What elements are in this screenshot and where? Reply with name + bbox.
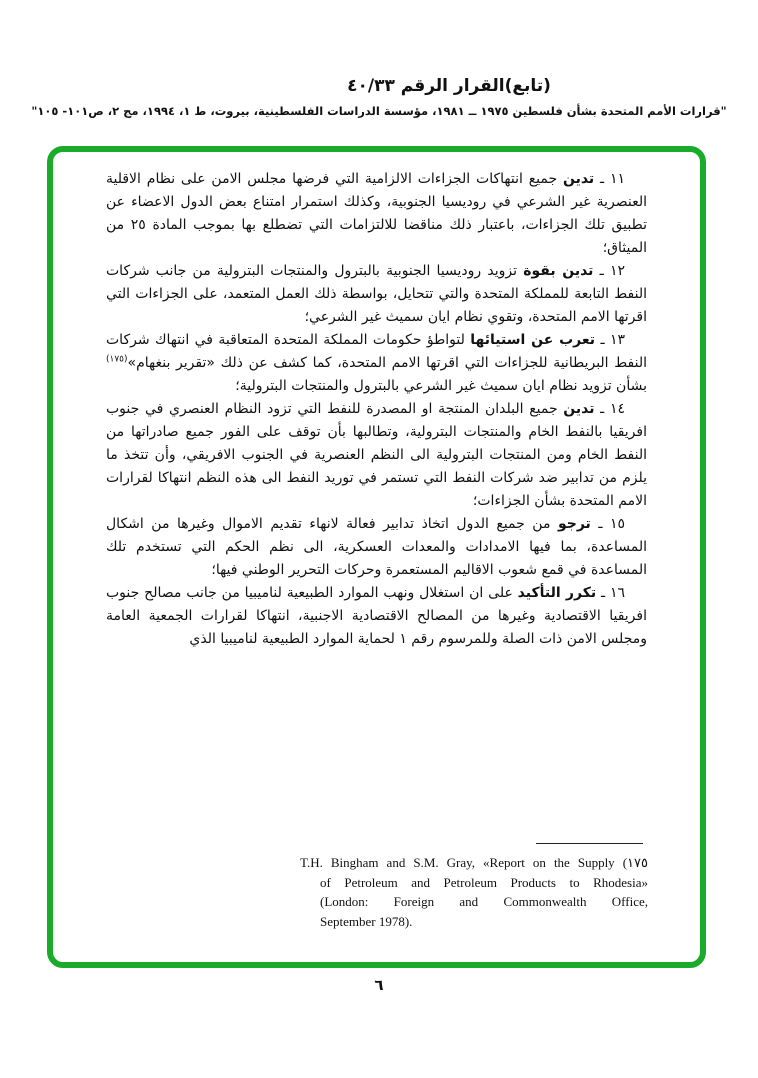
resolution-paragraphs [106,168,647,651]
paragraph-number: ١٦ ـ [596,585,625,601]
paragraph-number: ١٥ ـ [590,516,625,532]
paragraph-number: ١٣ ـ [595,332,625,348]
page-number: ٦ [374,976,384,994]
resolution-paragraph-١٢: ١٢ ـ تدين بقوة تزويد روديسيا الجنوبية بالبترول والمنتجات البترولية من جانب شركات النفط التابعة للمملكة المتحدة والتي تتحايل، بواسطة ذلك العمل المتعمد، على الجزاءات التي اقرتها الامم المتحدة، وتقوي نظام ايان سميث غير الشرعي؛ [106,263,647,325]
resolution-paragraph-١٣: ١٣ ـ تعرب عن استيائها لتواطؤ حكومات المملكة المتحدة المتعاقبة في انتهاك شركات النفط البريطانية للجزاءات التي اقرتها الامم المتحدة، كما كشف عن ذلك «تقرير بنغهام»$^{(١٧٥)}$ بشأن تزويد نظام ايان سميث غير الشرعي بالبترول والمنتجات البترولية؛ [106,332,647,394]
footnote-number: (١٧٥ [622,855,648,870]
resolution-paragraph-١١: ١١ ـ تدين جميع انتهاكات الجزاءات الالزامية التي فرضها مجلس الامن على نظام الاقلية العنصرية غير الشرعي في روديسيا الجنوبية، وكذلك استمرار امتناع بعض الدول الاعضاء عن تطبيق تلك الجزاءات، باعتبار ذلك مناقضا للالتزامات التي تضطلع بها بموجب المادة ٢٥ من الميثاق؛ [106,171,648,256]
resolution-paragraph-١٥: ١٥ ـ ترجو من جميع الدول اتخاذ تدابير فعالة لانهاء تقديم الاموال وغيرها من اشكال المساعدة، بما فيها الامدادات والمعدات العسكرية، الى نظم الحكم التي تستخدم تلك المساعدة في قمع شعوب الاقاليم المستعمرة وحركات التحرير الوطني فيها؛ [106,516,647,578]
resolution-paragraph-١٤: ١٤ ـ تدين جميع البلدان المنتجة او المصدرة للنفط التي تزود النظام العنصري في جنوب افريقيا بالنفط الخام والمنتجات البترولية، وتطالبها بأن توقف على الفور جميع صادراتها من النفط الخام ومن المنتجات البترولية الى النظم العنصرية في الجنوب الافريقي، وأن تتخذ ما يلزم من تدابير ضد شركات النفط التي تستمر في توريد النفط الى هذه النظم انتهاكا لقرارات الامم المتحدة بشأن الجزاءات؛ [106,401,647,509]
paragraph-number: ١٤ ـ [594,401,625,417]
paragraph-number: ١٢ ـ [593,263,625,279]
paragraph-lead: تدين بقوة [523,263,594,279]
source-citation: "قرارات الأمم المتحدة بشأن فلسطين ١٩٧٥ ــ ١٩٨١، مؤسسة الدراسات الفلسطينية، بيروت، ط ١، ١٩٩٤، مج ٢، ص١٠١- ١٠٥" [31,104,727,118]
paragraph-lead: تدين [563,401,595,417]
paragraph-lead: ترجو [557,516,591,532]
paragraph-number: ١١ ـ [594,171,625,187]
footnote-line: September 1978). [320,913,413,929]
footnote-reference: (١٧٥) [106,354,128,365]
paragraph-lead: تدين [562,171,595,187]
footnote-line: of Petroleum and Petroleum Products to Rhodesia» [320,874,648,890]
page-title: (تابع)القرار الرقم ٤٠/٣٣ [347,76,551,96]
footnote-line: (London: Foreign and Commonwealth Office, [320,894,648,909]
footnote [300,853,648,931]
footnote-separator [536,843,643,844]
green-frame [47,146,706,968]
paragraph-lead: تعرب عن استيائها [470,332,596,348]
footnote-line: T.H. Bingham and S.M. Gray, «Report on the Supply (١٧٥ [300,855,648,870]
paragraph-lead: تكرر التأكيد [517,585,597,601]
resolution-paragraph-١٦: ١٦ ـ تكرر التأكيد على ان استغلال ونهب الموارد الطبيعية لناميبيا من جانب مصالح جنوب افريقيا الاقتصادية وغيرها من المصالح الاقتصادية الاجنبية، انتهاكا لقرارات الجمعية العامة ومجلس الامن ذات الصلة وللمرسوم رقم ١ لحماية الموارد الطبيعية لناميبيا الذي [106,585,647,647]
